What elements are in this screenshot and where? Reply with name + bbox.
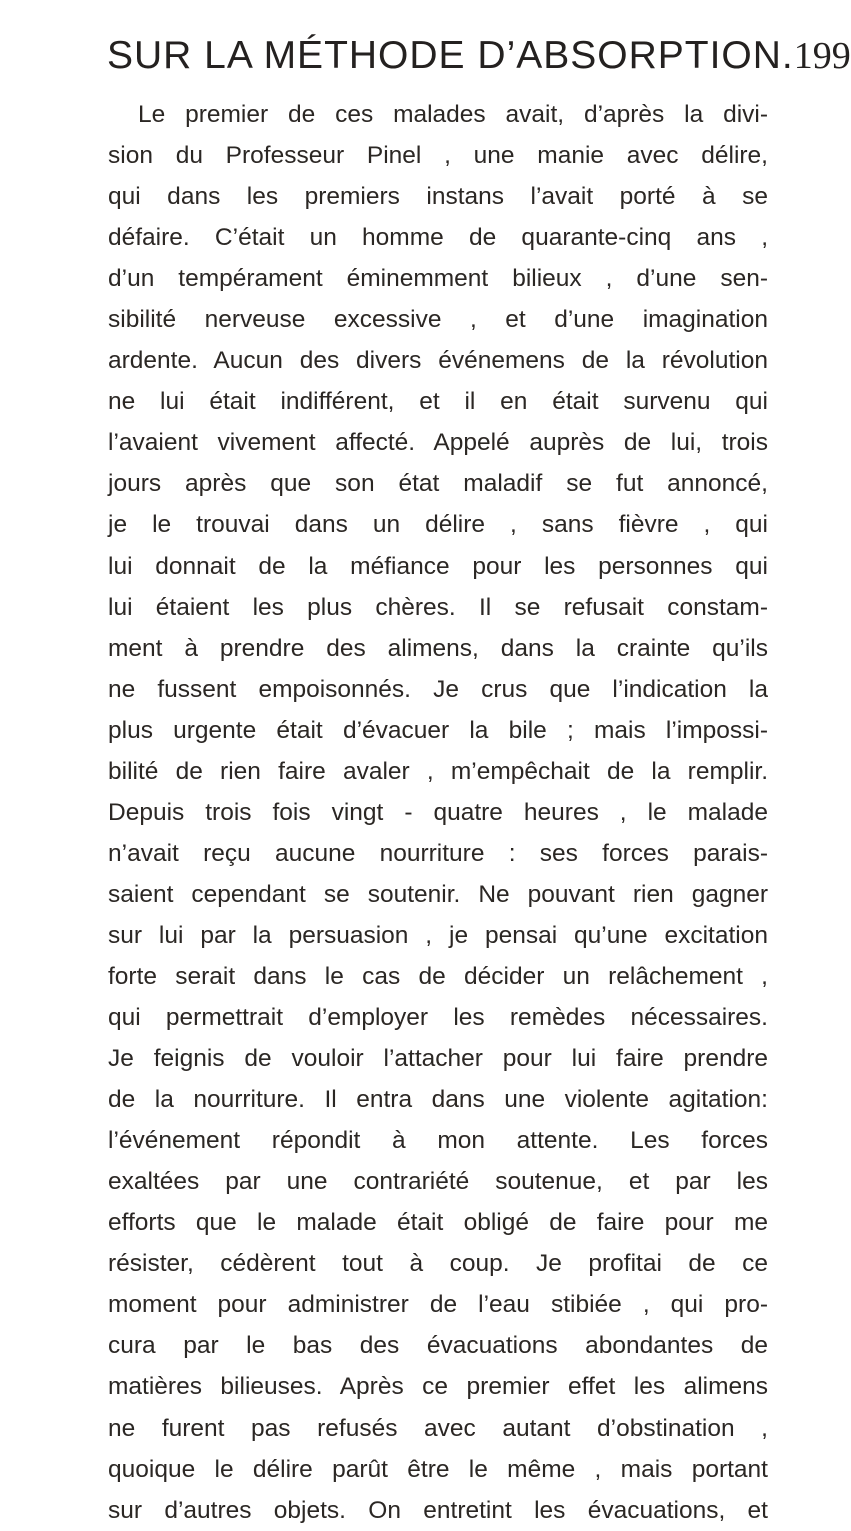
text-line: lui donnait de la méfiance pour les personnes qui xyxy=(108,552,768,580)
running-title: SUR LA MÉTHODE D’ABSORPTION. xyxy=(107,34,794,77)
text-line: ment à prendre des alimens, dans la crainte qu’ils xyxy=(108,634,768,662)
text-line: sur lui par la persuasion , je pensai qu’une excitation xyxy=(108,921,768,949)
text-line: Depuis trois fois vingt - quatre heures , le malade xyxy=(108,798,768,826)
text-line: d’un tempérament éminemment bilieux , d’une sen- xyxy=(108,265,768,293)
text-line: ne lui était indifférent, et il en était survenu qui xyxy=(108,388,768,416)
text-line: jours après que son état maladif se fut annoncé, xyxy=(108,470,768,498)
text-line: ne fussent empoisonnés. Je crus que l’indication la xyxy=(108,675,768,703)
body-text xyxy=(108,94,768,1531)
text-line: n’avait reçu aucune nourriture : ses forces parais- xyxy=(108,839,768,867)
text-line: défaire. C’était un homme de quarante-cinq ans , xyxy=(108,224,768,252)
text-line: sibilité nerveuse excessive , et d’une imagination xyxy=(108,306,768,334)
text-line: lui étaient les plus chères. Il se refusait constam- xyxy=(108,593,768,621)
text-line: qui permettrait d’employer les remèdes nécessaires. xyxy=(108,1004,768,1032)
text-line: cura par le bas des évacuations abondantes de xyxy=(108,1332,768,1360)
running-header xyxy=(107,34,851,94)
text-line: de la nourriture. Il entra dans une violente agitation: xyxy=(108,1086,768,1114)
text-line: l’avaient vivement affecté. Appelé auprès de lui, trois xyxy=(108,429,768,457)
text-line: l’événement répondit à mon attente. Les forces xyxy=(108,1127,768,1155)
text-line: sur d’autres objets. On entretint les évacuations, et xyxy=(108,1496,768,1524)
text-line: quoique le délire parût être le même , mais portant xyxy=(108,1455,768,1483)
text-line: je le trouvai dans un délire , sans fièvre , qui xyxy=(108,511,768,539)
page-number: 199 xyxy=(793,35,851,77)
text-line: matières bilieuses. Après ce premier effet les alimens xyxy=(108,1373,768,1401)
text-line: qui dans les premiers instans l’avait porté à se xyxy=(108,183,768,211)
text-line: résister, cédèrent tout à coup. Je profitai de ce xyxy=(108,1250,768,1278)
text-line: saient cependant se soutenir. Ne pouvant rien gagner xyxy=(108,880,768,908)
text-line: exaltées par une contrariété soutenue, et par les xyxy=(108,1168,768,1196)
text-line: plus urgente était d’évacuer la bile ; mais l’impossi- xyxy=(108,716,768,744)
text-line: Le premier de ces malades avait, d’après la divi- xyxy=(138,101,768,128)
text-line: efforts que le malade était obligé de faire pour me xyxy=(108,1209,768,1237)
text-line: sion du Professeur Pinel , une manie avec délire, xyxy=(108,142,768,170)
text-line: bilité de rien faire avaler , m’empêchait de la remplir. xyxy=(108,757,768,785)
text-line: ne furent pas refusés avec autant d’obstination , xyxy=(108,1414,768,1442)
text-line: moment pour administrer de l’eau stibiée , qui pro- xyxy=(108,1291,768,1319)
text-line: forte serait dans le cas de décider un relâchement , xyxy=(108,962,768,990)
text-line: ardente. Aucun des divers événemens de la révolution xyxy=(108,347,768,375)
text-line: Je feignis de vouloir l’attacher pour lui faire prendre xyxy=(108,1045,768,1073)
